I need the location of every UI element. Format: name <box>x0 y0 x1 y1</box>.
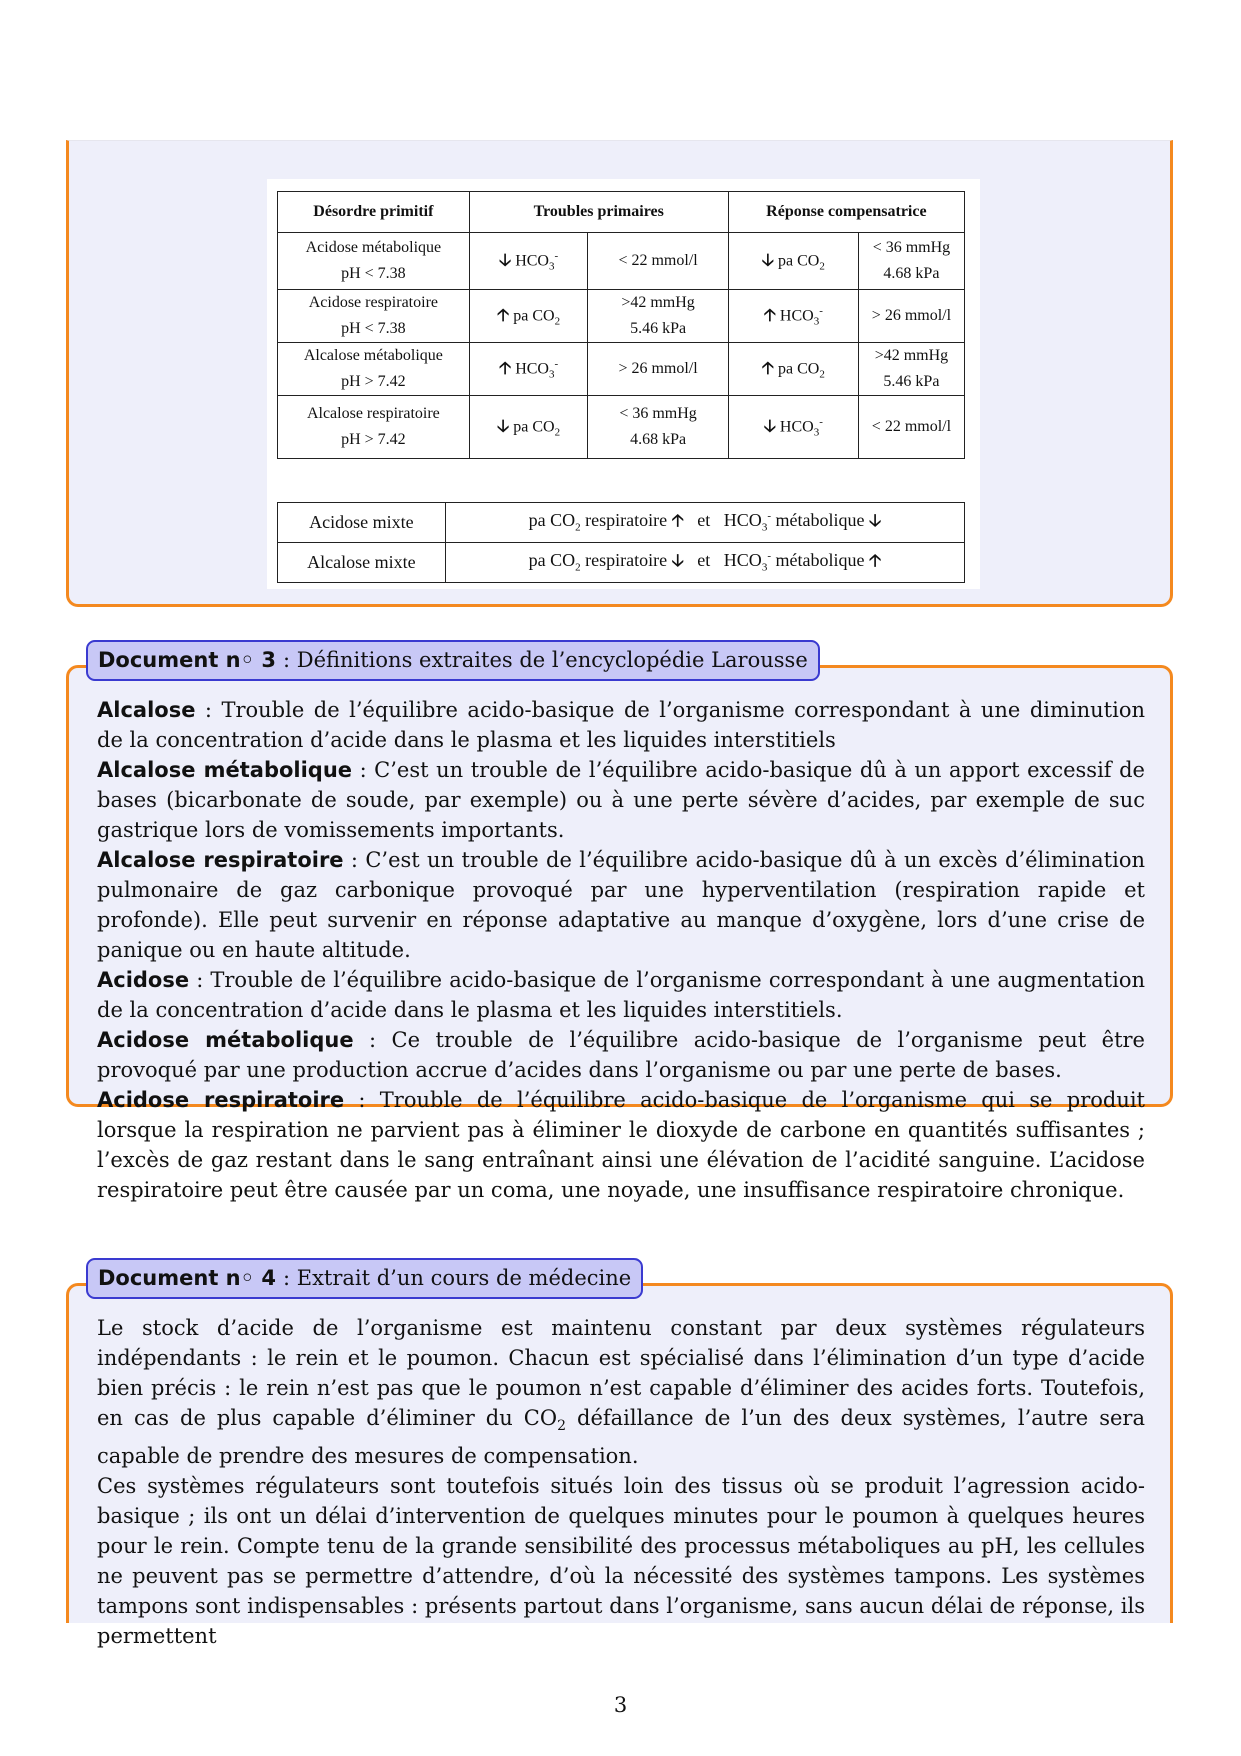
table-row <box>278 233 965 290</box>
hco3-subscript: 3 <box>761 561 768 574</box>
mixed-row <box>278 503 965 543</box>
value-line-1: < 22 mmol/l <box>618 252 698 269</box>
mixed-row <box>278 543 965 583</box>
variable-name: HCO <box>779 418 814 436</box>
definition-term: Acidose <box>97 968 190 992</box>
header-disorder: Désordre primitif <box>278 192 470 233</box>
document-3-body <box>97 695 1145 1205</box>
mixed-name: Alcalose mixte <box>278 543 446 583</box>
hco3-superscript: - <box>767 550 771 562</box>
variable-subscript: 3 <box>548 368 555 381</box>
primary-variable-cell <box>469 290 588 343</box>
value-line-1: >42 mmHg <box>874 347 949 364</box>
definition-entry <box>97 695 1145 755</box>
document-4-body <box>97 1313 1145 1651</box>
compensation-arrow-icon: 🡣 <box>761 250 774 271</box>
definition-entry <box>97 965 1145 1025</box>
table-row <box>278 396 965 459</box>
mixed-description <box>445 503 964 543</box>
value-line-2: 5.46 kPa <box>883 373 940 390</box>
compensation-value-cell <box>858 290 964 343</box>
mixed-disorders-table <box>277 502 965 583</box>
hco3-name: HCO <box>723 510 762 530</box>
page-number: 3 <box>613 1693 628 1717</box>
variable-subscript: 2 <box>819 368 825 381</box>
value-line-2: 4.68 kPa <box>630 431 687 448</box>
variable-superscript: - <box>819 415 823 428</box>
variable-subscript: 3 <box>813 315 820 328</box>
value-line-1: > 26 mmol/l <box>871 307 952 324</box>
disorder-name: Alcalose respiratoire <box>306 405 440 422</box>
document-4-heading: : Extrait d’un cours de médecine <box>282 1266 632 1290</box>
variable-name: pa CO <box>777 252 820 270</box>
co2-arrow-icon: 🡣 <box>671 551 684 571</box>
primary-arrow-icon: 🡡 <box>498 358 512 379</box>
document-4-paragraph-2: Ces systèmes régulateurs sont toutefois situés loin des tissus où se produit l’agression acido-basique ; ils ont un délai d’intervention de quelques minutes pour le poumon à quelques heures pour le rein. Compte tenu de la grande sensibilité des processus métaboliques au pH, les cellules ne peuvent pas se permettre d’attendre, d’où la nécessité des systèmes tampons. Les systèmes tampons sont indispensables : présents partout dans l’organisme, sans aucun délai de réponse, ils permettent <box>97 1474 1145 1649</box>
hco3-name: HCO <box>723 550 762 570</box>
compensation-variable-cell <box>728 343 858 396</box>
definition-text: : Trouble de l’équilibre acido-basique de l’organisme qui se produit lorsque la respiration ne parvient pas à éliminer le dioxyde de carbone en quantités suffisantes ; l’excès de gaz restant dans le sang entraînant ainsi une élévation de l’acidité sanguine. L’acidose respiratoire peut être causée par un coma, une noyade, une insuffisance respiratoire chronique. <box>97 1088 1145 1202</box>
hco3-label: métabolique <box>775 510 865 530</box>
document-4-label: Document n◦ 4 <box>98 1266 276 1290</box>
value-line-2: 5.46 kPa <box>630 320 687 337</box>
definition-text: : Trouble de l’équilibre acido-basique de l’organisme correspondant à une augmentation de la concentration d’acide dans le plasma et les liquides interstitiels. <box>97 968 1145 1022</box>
value-line-1: > 26 mmol/l <box>618 360 698 377</box>
mixed-name: Acidose mixte <box>278 503 446 543</box>
compensation-variable-cell <box>728 290 858 343</box>
disorder-name: Acidose métabolique <box>305 239 442 256</box>
disorder-name: Acidose respiratoire <box>308 294 438 311</box>
primary-value-cell <box>588 233 728 290</box>
compensation-arrow-icon: 🡣 <box>763 416 776 437</box>
co2-subscript: 2 <box>575 521 581 534</box>
definition-text: : Ce trouble de l’équilibre acido-basique de l’organisme peut être provoqué par une production accrue d’acides dans l’organisme ou par une perte de bases. <box>97 1028 1145 1082</box>
variable-name: pa CO <box>513 418 555 436</box>
disorder-cell <box>278 396 470 459</box>
disorder-ph: pH > 7.42 <box>341 373 406 390</box>
disorder-cell <box>278 290 470 343</box>
table-row <box>278 290 965 343</box>
value-line-1: < 36 mmHg <box>619 405 697 422</box>
definition-entry <box>97 845 1145 965</box>
definition-term: Alcalose métabolique <box>97 758 353 782</box>
definition-text: : C’est un trouble de l’équilibre acido-basique dû à un excès d’élimination pulmonaire de gaz carbonique provoqué par une hyperventilation (respiration rapide et profonde). Elle peut survenir en réponse adaptative au manque d’oxygène, lors d’une crise de panique ou en haute altitude. <box>97 848 1145 962</box>
compensation-variable-cell <box>728 396 858 459</box>
hco3-superscript: - <box>767 510 771 522</box>
co2-name: pa CO <box>528 550 576 570</box>
variable-name: HCO <box>515 252 549 270</box>
co2-label: respiratoire <box>585 510 668 530</box>
disorder-ph: pH < 7.38 <box>341 320 406 337</box>
co2-label: respiratoire <box>585 550 668 570</box>
primary-value-cell <box>588 290 728 343</box>
variable-name: HCO <box>779 307 814 325</box>
document-4-title <box>86 1258 643 1299</box>
definition-text: : C’est un trouble de l’équilibre acido-basique dû à un apport excessif de bases (bicarbonate de soude, par exemple) ou à une perte sévère d’acides, par exemple de suc gastrique lors de vomissements importants. <box>97 758 1145 842</box>
header-primary: Troubles primaires <box>469 192 728 233</box>
et-label: et <box>697 550 711 570</box>
co2-name: pa CO <box>528 510 576 530</box>
primary-arrow-icon: 🡡 <box>497 305 510 326</box>
hco3-arrow-icon: 🡣 <box>868 511 882 531</box>
table-header-row <box>278 192 965 233</box>
variable-name: HCO <box>515 360 549 378</box>
disorder-name: Alcalose métabolique <box>303 347 443 364</box>
compensation-value-cell <box>858 233 964 290</box>
co2-arrow-icon: 🡡 <box>671 511 684 531</box>
definition-term: Alcalose <box>97 698 196 722</box>
co2-subscript: 2 <box>575 561 581 574</box>
value-line-1: < 36 mmHg <box>872 239 951 256</box>
primary-arrow-icon: 🡣 <box>497 416 510 437</box>
disorder-cell <box>278 343 470 396</box>
definition-term: Alcalose respiratoire <box>97 848 344 872</box>
compensation-value-cell <box>858 343 964 396</box>
header-compensation: Réponse compensatrice <box>728 192 964 233</box>
primary-value-cell <box>588 343 728 396</box>
value-line-1: < 22 mmol/l <box>871 418 952 435</box>
definition-entry <box>97 755 1145 845</box>
variable-superscript: - <box>554 249 559 262</box>
variable-subscript: 3 <box>548 260 555 273</box>
definition-entry <box>97 1085 1145 1205</box>
disorder-cell <box>278 233 470 290</box>
compensation-arrow-icon: 🡡 <box>763 305 776 326</box>
hco3-subscript: 3 <box>761 521 768 534</box>
disorder-ph: pH < 7.38 <box>341 265 406 282</box>
definition-term: Acidose respiratoire <box>97 1088 345 1112</box>
variable-subscript: 2 <box>554 315 561 328</box>
definition-text: : Trouble de l’équilibre acido-basique de l’organisme correspondant à une diminution de la concentration d’acide dans le plasma et les liquides interstitiels <box>97 698 1145 752</box>
primary-variable-cell <box>469 396 588 459</box>
document-4-paragraph-1: Le stock d’acide de l’organisme est maintenu constant par deux systèmes régulateurs indépendants : le rein et le poumon. Chacun est spécialisé dans l’élimination d’un type d’acide bien précis : le rein n’est pas que le poumon n’est capable d’éliminer des acides forts. Toutefois, en cas de plus capable d’éliminer du $CO_2$ défaillance de l’un des deux systèmes, l’autre sera capable de prendre des mesures de compensation. <box>97 1316 1145 1469</box>
compensation-value-cell <box>858 396 964 459</box>
table-row <box>278 343 965 396</box>
primary-variable-cell <box>469 233 588 290</box>
et-label: et <box>697 510 711 530</box>
variable-subscript: 2 <box>554 426 561 439</box>
document-3-label: Document n◦ 3 <box>98 648 276 672</box>
variable-superscript: - <box>819 304 823 317</box>
definition-term: Acidose métabolique <box>97 1028 354 1052</box>
acid-base-table <box>277 191 965 459</box>
variable-subscript: 2 <box>819 260 825 273</box>
document-3-heading: : Définitions extraites de l’encyclopédie Larousse <box>282 648 808 672</box>
value-line-1: >42 mmHg <box>621 294 695 311</box>
compensation-arrow-icon: 🡡 <box>761 358 774 379</box>
hco3-label: métabolique <box>775 550 865 570</box>
mixed-description <box>445 543 964 583</box>
variable-superscript: - <box>554 357 559 370</box>
primary-arrow-icon: 🡣 <box>498 250 512 271</box>
document-3-title <box>86 640 820 681</box>
disorder-ph: pH > 7.42 <box>341 431 406 448</box>
variable-subscript: 3 <box>813 426 820 439</box>
variable-name: pa CO <box>513 307 555 325</box>
definition-entry <box>97 1025 1145 1085</box>
variable-name: pa CO <box>777 360 820 378</box>
value-line-2: 4.68 kPa <box>883 265 940 282</box>
compensation-variable-cell <box>728 233 858 290</box>
hco3-arrow-icon: 🡡 <box>868 551 882 571</box>
primary-variable-cell <box>469 343 588 396</box>
primary-value-cell <box>588 396 728 459</box>
